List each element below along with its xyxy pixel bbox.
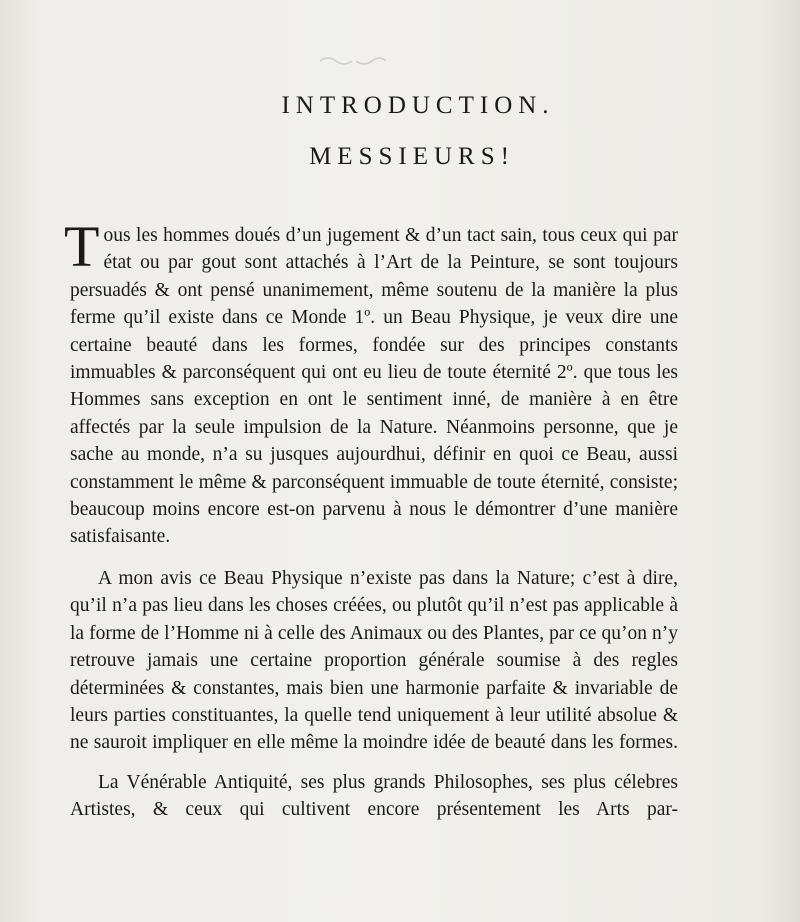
paragraph-2: [70, 565, 678, 757]
page-title: INTRODUCTION.: [281, 92, 555, 119]
paragraph-3: [70, 769, 678, 824]
show-through-ornament: [318, 52, 388, 70]
paragraph-2-text: A mon avis ce Beau Physique n’existe pas dans la Nature; c’est à dire, qu’il n’a pas lieu dans les choses créées, ou plutôt qu’il n’est pas applicable à la forme de l’Homme ni à celle des Animaux ou des Plantes, par ce qu’on n’y retrouve jamais une certaine proportion générale soumise à des regles déterminées & constantes, mais bien une harmonie parfaite & invariable de leurs parties constituantes, la quelle tend uniquement à leur utilité absolue & ne sauroit impliquer en elle même la moindre idée de beauté dans les formes.: [70, 567, 678, 754]
body-text: [64, 214, 678, 824]
drop-cap: T: [64, 214, 100, 279]
paragraph-1: [64, 214, 678, 551]
paragraph-3-text: La Vénérable Antiquité, ses plus grands Philosophes, ses plus célebres Artistes, & ceux qui cultivent encore présentement les Arts par-: [70, 771, 678, 821]
salutation: MESSIEURS!: [309, 143, 515, 170]
paragraph-1-text: ous les hommes doués d’un jugement & d’un tact sain, tous ceux qui par état ou par gout sont attachés à l’Art de la Peinture, se sont toujours persuadés & ont pensé unanimement, même soutenu de la manière la plus ferme qu’il existe dans ce Monde 1º. un Beau Physique, je veux dire une certaine beauté dans les formes, fondée sur des principes constants immuables & parconséquent qui ont eu lieu de toute éternité 2º. que tous les Hommes sans exception en ont le sentiment inné, de manière à en être affectés par la seule impulsion de la Nature. Néanmoins personne, que je sache au monde, n’a su jusques aujourdhui, définir en quoi ce Beau, aussi constamment le même & parconséquent immuable de toute éternité, consiste; beaucoup moins encore est-on parvenu à nous le démontrer d’une manière satisfaisante.: [70, 225, 678, 548]
